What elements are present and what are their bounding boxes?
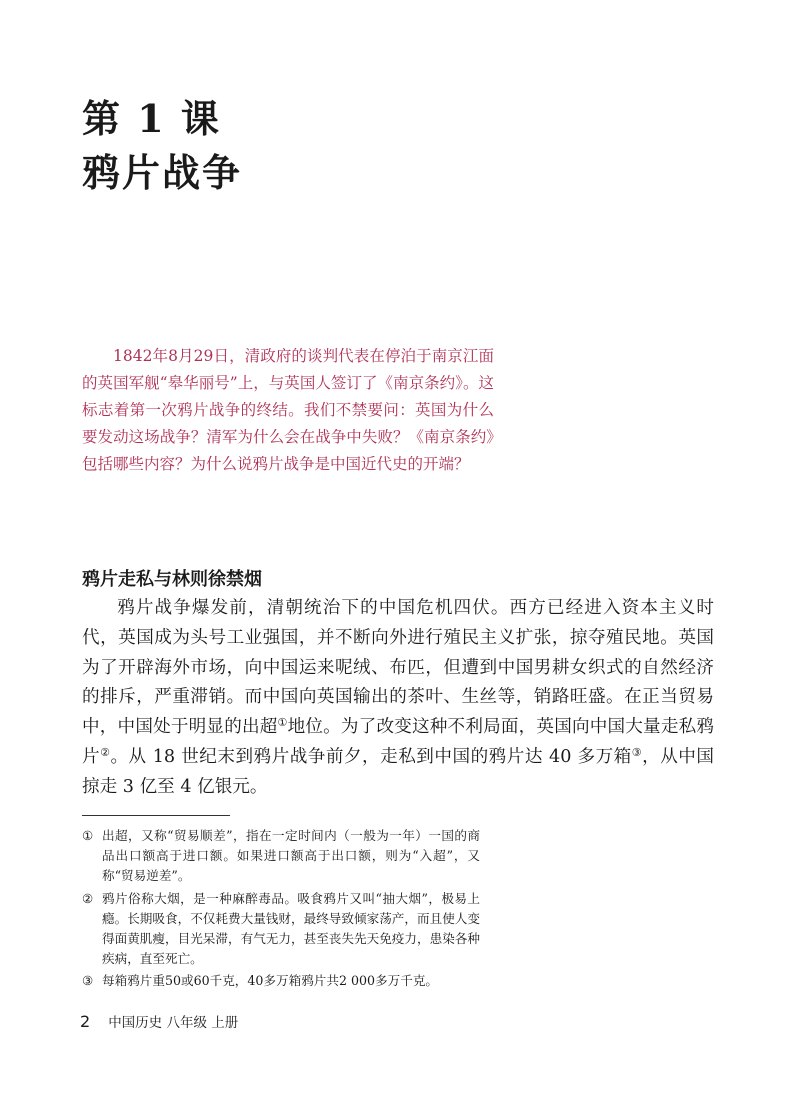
section-heading: 鸦片走私与林则徐禁烟: [82, 569, 262, 590]
page-number: 2: [80, 1012, 91, 1031]
footnote-item: [82, 971, 480, 991]
footnotes: [82, 826, 480, 994]
footnote-text: 每箱鸦片重50或60千克，40多万箱鸦片共2 000多万千克。: [102, 973, 439, 989]
footnote-number: ②: [82, 890, 94, 906]
footnote-text: 出超，又称“贸易顺差”，指在一定时间内（一般为一年）一国的商品出口额高于进口额。如果进口额高于出口额，则为“入超”，又称“贸易逆差”。: [102, 828, 480, 884]
footnote-ref-3: ③: [631, 745, 643, 759]
footnote-text: 鸦片俗称大烟，是一种麻醉毒品。吸食鸦片又叫“抽大烟”，极易上瘾。长期吸食，不仅耗费大量钱财，最终导致倾家荡产，而且使人变得面黄肌瘦，目光呆滞，有气无力，甚至丧失先天免疫力，患染各种疾病，直至死亡。: [102, 890, 480, 967]
body-paragraph: [82, 594, 714, 803]
lesson-number: 第 1 课: [82, 96, 221, 141]
footnote-item: [82, 826, 480, 887]
footnote-ref-1: ①: [277, 716, 288, 730]
book-title: 中国历史 八年级 上册: [108, 1015, 239, 1031]
footnote-number: ①: [82, 828, 94, 843]
lesson-title: [82, 92, 242, 200]
body-text-part-3: 。从 18 世纪末到鸦片战争前夕，走私到中国的鸦片达 40 多万箱: [110, 746, 632, 767]
footnote-item: [82, 889, 480, 970]
body-text-part-2: 地位。为了改变这种不利局面，英国向中国大量走私鸦片: [82, 717, 714, 767]
body-text-part-1: 鸦片战争爆发前，清朝统治下的中国危机四伏。西方已经进入资本主义时代，英国成为头号工业强国，并不断向外进行殖民主义扩张，掠夺殖民地。英国为了开辟海外市场，向中国运来呢绒、布匹，但遭到中国男耕女织式的自然经济的排斥，严重滞销。而中国向英国输出的茶叶、生丝等，销路旺盛。在正当贸易中，中国处于明显的出超: [82, 598, 714, 738]
footnote-divider: [82, 815, 230, 816]
intro-paragraph: 1842年8月29日，清政府的谈判代表在停泊于南京江面的英国军舰“皋华丽号”上，与英国人签订了《南京条约》。这标志着第一次鸦片战争的终结。我们不禁要问：英国为什么要发动这场战争？清军为什么会在战争中失败？《南京条约》包括哪些内容？为什么说鸦片战争是中国近代史的开端？: [82, 347, 494, 473]
page-footer: [80, 1011, 238, 1031]
body-text-part-4: ，从中国掠走 3 亿至 4 亿银元。: [82, 746, 714, 797]
footnote-ref-2: ②: [100, 745, 111, 759]
footnote-number: ③: [82, 973, 94, 989]
lesson-name: 鸦片战争: [82, 150, 243, 195]
